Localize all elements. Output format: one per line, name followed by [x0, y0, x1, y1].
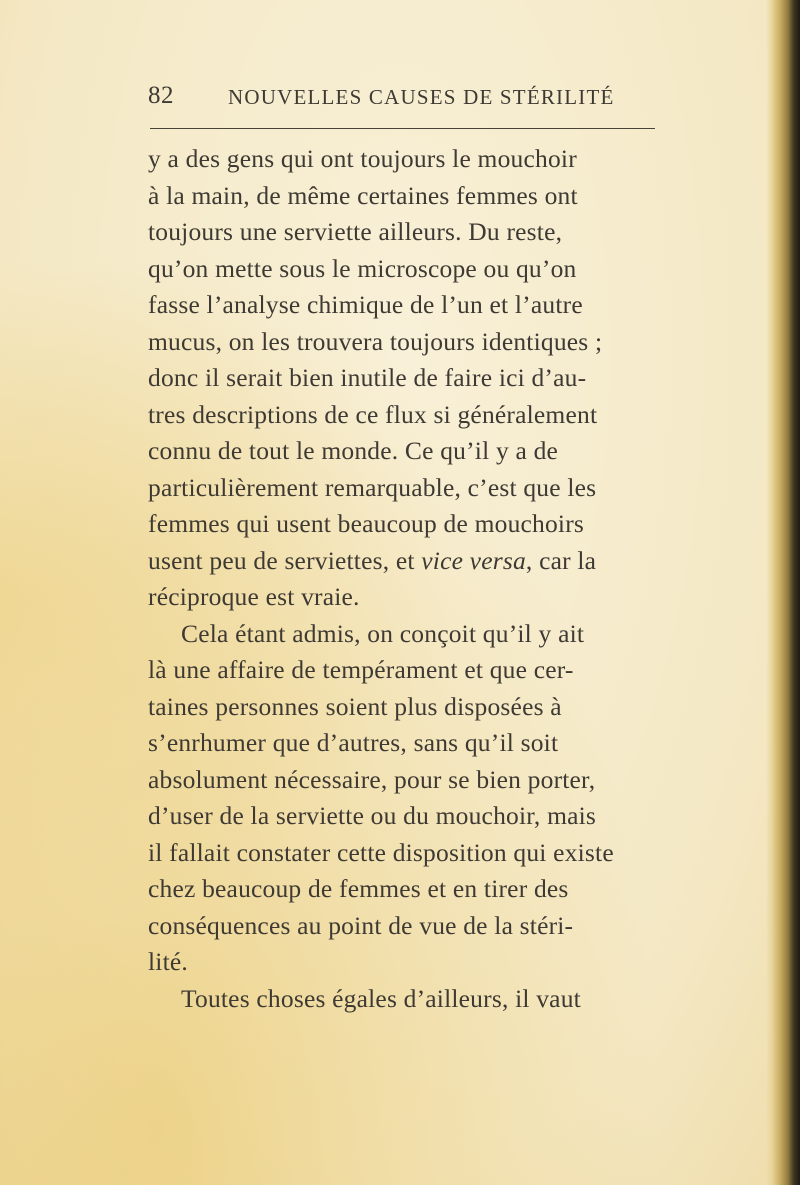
text-line: à la main, de même certaines femmes ont [148, 180, 578, 210]
running-title: NOUVELLES CAUSES DE STÉRILITÉ [228, 85, 615, 109]
text-line: femmes qui usent beaucoup de mouchoirs [148, 509, 585, 538]
italic-phrase: vice versa [421, 545, 526, 575]
text-line: taines personnes soient plus disposées à [148, 691, 562, 721]
page-edge-binding [766, 0, 800, 1185]
text-line: d’user de la serviette ou du mouchoir, mais [148, 801, 597, 830]
text-line: il fallait constater cette disposition qui existe [148, 837, 614, 867]
text-line: mucus, on les trouvera toujours identiques ; [148, 326, 603, 356]
text-line: particulièrement remarquable, c’est que les [148, 472, 597, 502]
text-line: y a des gens qui ont toujours le mouchoir [148, 144, 577, 173]
paragraph-start-line: Toutes choses égales d’ailleurs, il vaut [181, 983, 581, 1013]
body-text [148, 141, 668, 1017]
text-line-with-italic [148, 543, 668, 580]
text-segment: , car la [525, 545, 597, 575]
text-segment: usent peu de serviettes, et [148, 545, 422, 575]
text-line: connu de tout le monde. Ce qu’il y a de [148, 436, 559, 465]
text-line: absolument nécessaire, pour se bien porter, [148, 764, 596, 794]
text-line: réciproque est vraie. [148, 582, 360, 611]
header-rule [150, 128, 655, 129]
text-line: conséquences au point de vue de la stéri- [148, 910, 574, 940]
text-line: s’enrhumer que d’autres, sans qu’il soit [148, 728, 559, 757]
text-line: lité. [148, 947, 188, 976]
text-line: qu’on mette sous le microscope ou qu’on [148, 253, 577, 283]
text-line: là une affaire de tempérament et que cer- [148, 655, 574, 684]
page-header [148, 80, 653, 120]
paragraph-start-line: Cela étant admis, on conçoit qu’il y ait [181, 618, 585, 648]
page-number: 82 [148, 82, 174, 109]
text-line: tres descriptions de ce flux si généralement [148, 399, 598, 429]
text-line: chez beaucoup de femmes et en tirer des [148, 874, 569, 903]
text-line: donc il serait bien inutile de faire ici d’au- [148, 363, 587, 392]
text-line: toujours une serviette ailleurs. Du reste, [148, 217, 563, 246]
text-line: fasse l’analyse chimique de l’un et l’autre [148, 290, 583, 319]
